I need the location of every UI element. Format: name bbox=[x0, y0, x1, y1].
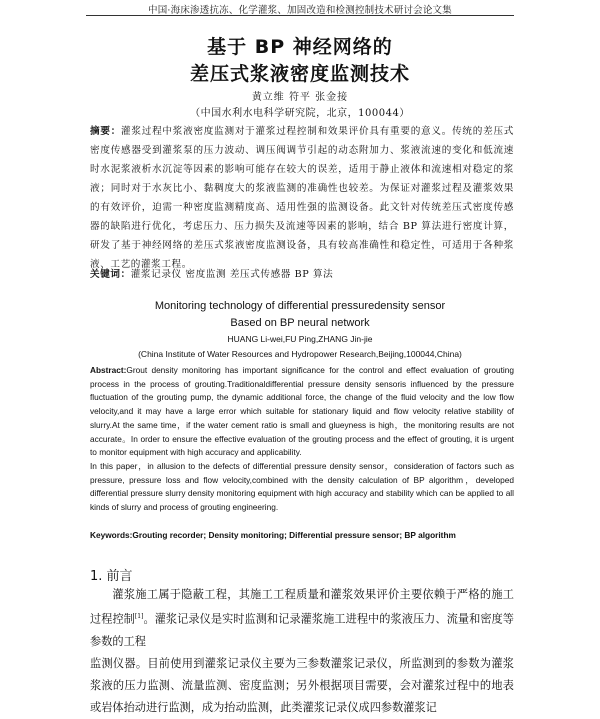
citation-ref: [1] bbox=[134, 613, 144, 620]
english-keywords: Keywords:Grouting recorder; Density monitoring; Differential pressure sensor; BP algorithm bbox=[90, 530, 456, 540]
english-authors: HUANG Li-wei,FU Ping,ZHANG Jin-jie bbox=[227, 334, 373, 344]
chinese-keywords-text: 灌浆记录仪 密度监测 差压式传感器 BP 算法 bbox=[130, 269, 334, 280]
body-paragraph-1 bbox=[90, 584, 514, 653]
english-affiliation: (China Institute of Water Resources and Hydropower Research,Beijing,100044,China) bbox=[138, 349, 462, 359]
title-line-1: 基于 BP 神经网络的 bbox=[207, 36, 393, 58]
authors: 黄立维 符平 张金接 bbox=[251, 92, 349, 103]
english-abstract bbox=[90, 364, 514, 515]
chinese-abstract-text: 灌浆过程中浆液密度监测对于灌浆过程控制和效果评价具有重要的意义。传统的差压式密度传感器受到灌浆泵的压力波动、调压阀调节引起的动态附加力、浆液流速的变化和低流速时水泥浆液析水沉淀等因素的影响可能存在较大的误差，适用于静止液体和流速相对稳定的浆液；同时对于水灰比小、黏稠度大的浆液监测的准确性也较差。为保证对灌浆过程及灌浆效果的有效评价，迫需一种密度监测精度高、适用性强的监测设备。此文针对传统差压式密度传感器的缺陷进行优化，考虑压力、压力损失及流速等因素的影响，结合 BP 算法进行密度计算，研发了基于神经网络的差压式浆液密度监测设备，具有较高准确性和稳定性，可适用于各种浆液、工艺的灌浆工程。 bbox=[90, 126, 514, 270]
english-title-line-2: Based on BP neural network bbox=[230, 317, 370, 329]
running-head: 中国·海床渗透抗冻、化学灌浆、加固改造和检测控制技术研讨会论文集 bbox=[148, 5, 452, 16]
chinese-keywords bbox=[90, 266, 514, 280]
body-paragraph-1b: 。灌浆记录仪是实时监测和记录灌浆施工进程中的浆液压力、流量和密度等参数的工程 bbox=[90, 612, 514, 648]
english-abstract-paragraph-2: In this paper，in allusion to the defects of differential pressure density sensor，consideration of factors such as pressure, pressure loss and flow velocity,combined with the density calculation of BP algorithm，developed differential pressure slurry density monitoring equipment with high accuracy and stability which can be applied to all kinds of slurry and process of grouting engineering. bbox=[90, 460, 514, 513]
chinese-abstract bbox=[90, 122, 514, 274]
body-text bbox=[90, 584, 514, 719]
header-rule bbox=[86, 15, 514, 16]
english-abstract-paragraph-1: Grout density monitoring has important significance for the control and effect evaluation of grouting process in the process of grouting.Traditionaldifferential pressure density sensoris influenced by the pressure fluctuation of the grouting pump, the dynamic additional force, the change of the fluid velocity and the low flow velocity,and it may have a large error which suitable for stationary liquid and flow velocity relative stability of slurry.At the same time，if the water cement ratio is small and glueyness is high，the monitoring results are not accurate。In order to ensure the effective evaluation of the grouting process and the effect of grouting, it is urgent to monitor equipment with high accuracy and applicability. bbox=[90, 365, 514, 458]
affiliation: （中国水利水电科学研究院，北京，100044） bbox=[190, 108, 410, 119]
section-heading: 1. 前言 bbox=[90, 569, 133, 584]
title-line-2: 差压式浆液密度监测技术 bbox=[189, 63, 410, 85]
english-title-line-1: Monitoring technology of differential pressuredensity sensor bbox=[154, 300, 446, 312]
english-abstract-label: Abstract: bbox=[90, 365, 127, 375]
body-paragraph-2: 监测仪器。目前使用到灌浆记录仪主要为三参数灌浆记录仪，所监测到的参数为灌浆浆液的压力监测、流量监测、密度监测；另外根据项目需要，会对灌浆过程中的地表或岩体抬动进行监测，成为抬动监测，此类灌浆记录仪成四参数灌浆记 bbox=[90, 656, 514, 714]
body-paragraph-1a: 灌浆施工属于隐蔽工程，其施工工程质量和灌浆效果评价主要依赖于严格的施工过程控制 bbox=[90, 588, 514, 626]
chinese-abstract-label: 摘要： bbox=[90, 126, 122, 137]
chinese-keywords-label: 关键词： bbox=[90, 269, 131, 280]
